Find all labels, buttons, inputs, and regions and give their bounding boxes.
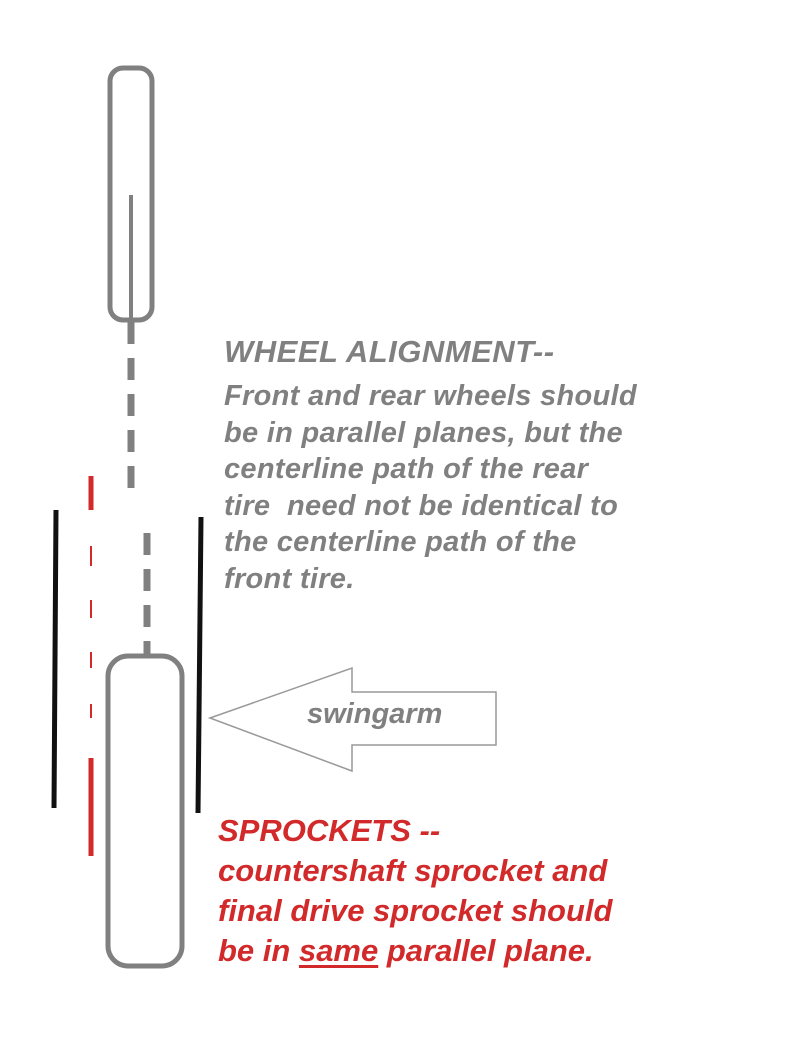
sprockets-line: final drive sprocket should	[218, 893, 613, 928]
sprockets-line: countershaft sprocket and	[218, 853, 608, 888]
swingarm-label: swingarm	[307, 698, 443, 730]
sprockets-last-after: parallel plane.	[378, 933, 594, 968]
swingarm-right-line	[198, 517, 201, 813]
wheel-alignment-line: Front and rear wheels should	[224, 380, 637, 412]
swingarm-left-line	[54, 510, 56, 808]
sprockets-title: SPROCKETS --	[218, 813, 441, 848]
sprockets-last-line	[218, 931, 612, 971]
wheel-alignment-line: be in parallel planes, but the	[224, 416, 623, 449]
wheel-alignment-line: the centerline path of the	[224, 526, 577, 558]
wheel-alignment-heading: WHEEL ALIGNMENT	[224, 334, 533, 369]
wheel-alignment-line: front tire.	[224, 562, 355, 595]
sprockets-text	[218, 851, 612, 971]
sprockets-emphasis: same	[298, 933, 379, 968]
wheel-alignment-title	[224, 334, 555, 370]
sprockets-last-before: be in	[218, 933, 299, 968]
rear-wheel	[108, 656, 182, 966]
wheel-alignment-text	[224, 378, 637, 597]
wheel-alignment-line: tire need not be identical to	[224, 489, 619, 522]
wheel-alignment-dashes: --	[532, 334, 555, 369]
wheel-alignment-line: centerline path of the rear	[224, 453, 589, 485]
